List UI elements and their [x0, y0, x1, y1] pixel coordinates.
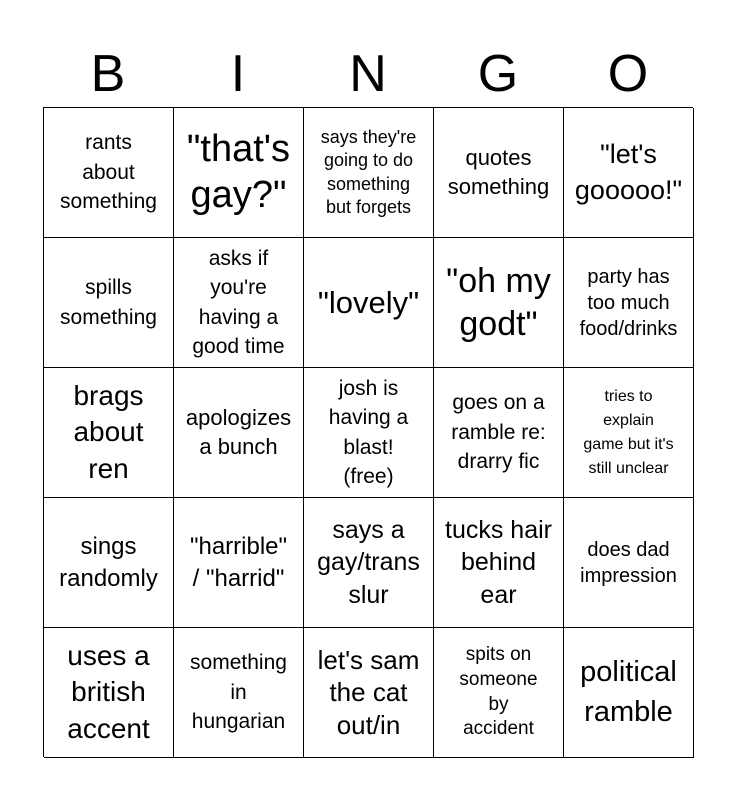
bingo-cell-r3-c1[interactable] — [44, 368, 174, 498]
bingo-cell-r2-c4[interactable] — [434, 238, 564, 368]
header-letter-g: G — [477, 45, 519, 103]
bingo-cell-r5-c5[interactable] — [564, 628, 694, 758]
cell-text: spits on someone by accident — [459, 644, 538, 740]
header-letter-i: I — [230, 45, 246, 103]
cell-text: quotes something — [447, 144, 550, 199]
bingo-cell-r2-c5[interactable] — [564, 238, 694, 368]
cell-text: rants about something — [60, 131, 157, 214]
bingo-cell-r4-c4[interactable] — [434, 498, 564, 628]
cell-text: "lovely" — [317, 284, 420, 320]
bingo-cell-r5-c4[interactable] — [434, 628, 564, 758]
cell-text: says a gay/trans slur — [317, 515, 420, 609]
bingo-cell-r1-c2[interactable] — [174, 108, 304, 238]
bingo-cell-r1-c5[interactable] — [564, 108, 694, 238]
cell-text: goes on a ramble re: drarry fic — [451, 391, 546, 474]
bingo-cell-r3-c2[interactable] — [174, 368, 304, 498]
cell-text: says they're going to do something but forgets — [320, 126, 417, 217]
cell-text: brags about ren — [73, 379, 144, 484]
cell-text: "harrible" / "harrid" — [189, 533, 288, 592]
bingo-cell-r3-c3[interactable] — [304, 368, 434, 498]
bingo-cell-r4-c1[interactable] — [44, 498, 174, 628]
cell-text: something in hungarian — [190, 651, 287, 734]
cell-text: tucks hair behind ear — [445, 515, 552, 609]
cell-text: "let's gooooo!" — [574, 139, 683, 205]
cell-text: "oh my godt" — [446, 262, 551, 343]
bingo-cell-r1-c1[interactable] — [44, 108, 174, 238]
bingo-cell-r2-c1[interactable] — [44, 238, 174, 368]
bingo-cell-r3-c4[interactable] — [434, 368, 564, 498]
bingo-header — [43, 40, 693, 108]
bingo-cell-r1-c3[interactable] — [304, 108, 434, 238]
cell-text: does dad impression — [580, 538, 677, 587]
header-letter-b: B — [90, 45, 126, 103]
cell-text: sings randomly — [59, 533, 158, 592]
bingo-cell-r4-c3[interactable] — [304, 498, 434, 628]
bingo-cell-r2-c2[interactable] — [174, 238, 304, 368]
cell-text: josh is having a blast! (free) — [328, 376, 409, 488]
cell-text: political ramble — [580, 656, 677, 728]
bingo-cell-r5-c2[interactable] — [174, 628, 304, 758]
cell-text: apologizes a bunch — [185, 404, 292, 459]
bingo-cell-r1-c4[interactable] — [434, 108, 564, 238]
bingo-cell-r5-c3[interactable] — [304, 628, 434, 758]
cell-text: party has too much food/drinks — [579, 265, 678, 340]
bingo-cell-r5-c1[interactable] — [44, 628, 174, 758]
bingo-cell-r4-c2[interactable] — [174, 498, 304, 628]
cell-text: tries to explain game but it's still unclear — [583, 387, 674, 477]
cell-text: "that's gay?" — [186, 127, 291, 216]
bingo-cell-r4-c5[interactable] — [564, 498, 694, 628]
header-letter-o: O — [607, 45, 649, 103]
bingo-board — [43, 107, 693, 757]
header-letter-n: N — [349, 45, 387, 103]
cell-text: let's sam the cat out/in — [317, 644, 420, 740]
bingo-cell-r2-c3[interactable] — [304, 238, 434, 368]
bingo-cell-r3-c5[interactable] — [564, 368, 694, 498]
cell-text: spills something — [60, 276, 157, 329]
cell-text: asks if you're having a good time — [192, 246, 285, 358]
cell-text: uses a british accent — [67, 639, 150, 744]
